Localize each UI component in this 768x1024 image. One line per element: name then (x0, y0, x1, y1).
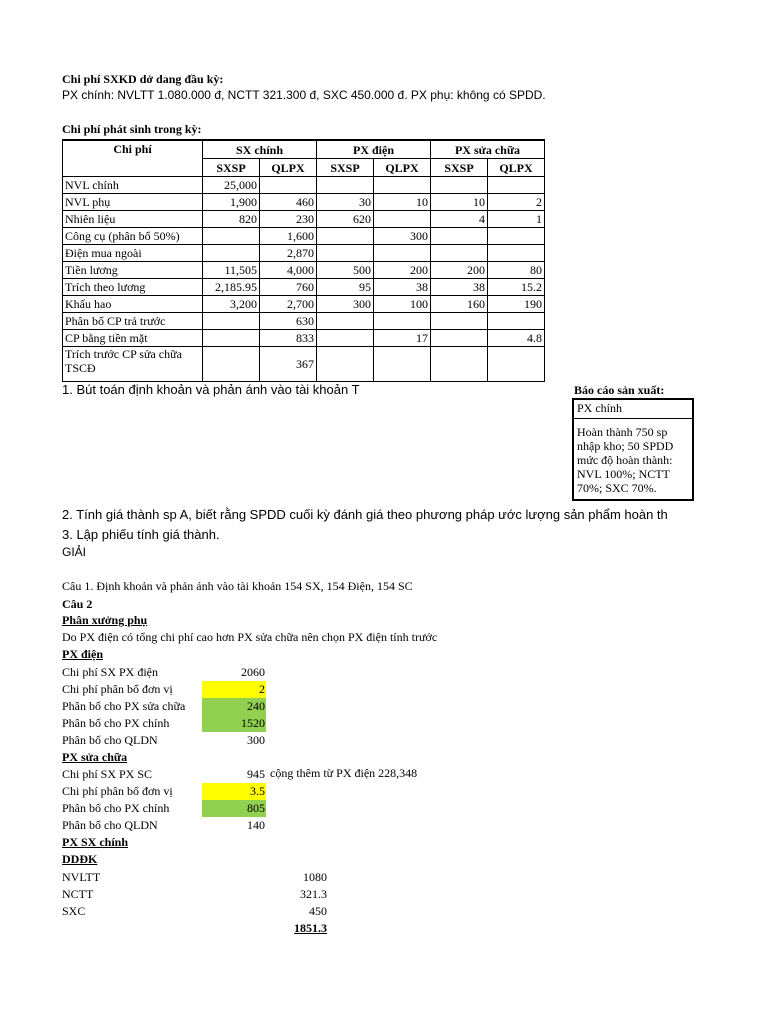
table-row (63, 347, 545, 382)
px-sx-title: PX SX chính (62, 835, 129, 849)
table-cell (488, 245, 545, 262)
table-cell: 300 (374, 228, 431, 245)
px-sc-note: cộng thêm từ PX điện 228,348 (270, 766, 418, 780)
incurred-title: Chi phí phát sinh trong kỳ: (62, 122, 202, 136)
cau2-heading: Câu 2 (62, 597, 93, 611)
row-label: Nhiên liệu (63, 211, 203, 228)
table-cell: 200 (431, 262, 488, 279)
table-row (63, 330, 545, 347)
table-cell: 2,185.95 (203, 279, 260, 296)
dddk-title: DDĐK (62, 852, 98, 866)
report-header: PX chính (574, 400, 692, 419)
table-cell: 2 (488, 194, 545, 211)
table-cell (374, 313, 431, 330)
table-row (63, 262, 545, 279)
row-label: Điện mua ngoài (63, 245, 203, 262)
table-cell: 4,000 (260, 262, 317, 279)
table-cell: 500 (317, 262, 374, 279)
table-cell: 2,870 (260, 245, 317, 262)
table-cell (431, 228, 488, 245)
header-group-px-sua-chua: PX sửa chữa (431, 140, 545, 159)
table-cell (203, 313, 260, 330)
cost-table (62, 139, 545, 382)
report-box (572, 398, 694, 501)
table-cell: 760 (260, 279, 317, 296)
table-cell (431, 177, 488, 194)
table-row (63, 313, 545, 330)
table-cell: 630 (260, 313, 317, 330)
row-label: Trích theo lương (63, 279, 203, 296)
table-cell: 38 (431, 279, 488, 296)
table-cell: 367 (260, 347, 317, 382)
table-cell: 230 (260, 211, 317, 228)
item-label: Phân bổ cho PX chính (62, 716, 170, 730)
table-row (63, 177, 545, 194)
item-value: 945 (247, 767, 265, 781)
row-label: NVL phụ (63, 194, 203, 211)
table-cell: 200 (374, 262, 431, 279)
table-cell (203, 330, 260, 347)
item-value: 3.5 (202, 783, 266, 800)
item-label: Chi phí SX PX SC (62, 767, 153, 781)
table-cell: 160 (431, 296, 488, 313)
item-value: 450 (309, 904, 327, 918)
subheader: SXSP (203, 159, 260, 177)
table-cell (374, 177, 431, 194)
row-label: Khấu hao (63, 296, 203, 313)
row-label: Trích trước CP sửa chữa TSCĐ (63, 347, 203, 382)
row-label: Công cụ (phân bổ 50%) (63, 228, 203, 245)
row-label: Phân bổ CP trả trước (63, 313, 203, 330)
header-cost: Chi phí (63, 140, 203, 177)
table-row (63, 228, 545, 245)
table-cell (374, 211, 431, 228)
table-cell: 15.2 (488, 279, 545, 296)
item-label: NCTT (62, 887, 94, 901)
table-cell: 1,600 (260, 228, 317, 245)
table-cell: 620 (317, 211, 374, 228)
item-label: SXC (62, 904, 86, 918)
table-cell: 4.8 (488, 330, 545, 347)
table-cell (488, 228, 545, 245)
item-label: Phân bổ cho PX chính (62, 801, 170, 815)
table-cell (431, 347, 488, 382)
item-label: Chi phí phân bổ đơn vị (62, 784, 173, 798)
table-cell: 11,505 (203, 262, 260, 279)
table-cell: 10 (431, 194, 488, 211)
item-label: Chi phí SX PX điện (62, 665, 159, 679)
table-cell: 25,000 (203, 177, 260, 194)
question-2: 2. Tính giá thành sp A, biết rằng SPDD cuối kỳ đánh giá theo phương pháp ước lượng sản phẩm hoàn th (62, 507, 668, 522)
table-cell: 820 (203, 211, 260, 228)
table-cell: 95 (317, 279, 374, 296)
table-row (63, 245, 545, 262)
solve-heading: GIẢI (62, 545, 87, 559)
question-1: 1. Bút toán định khoản và phản ánh vào tài khoản T (62, 382, 360, 397)
header-group-px-dien: PX điện (317, 140, 431, 159)
table-cell (488, 313, 545, 330)
table-cell: 10 (374, 194, 431, 211)
table-cell: 460 (260, 194, 317, 211)
opening-text: PX chính: NVLTT 1.080.000 đ, NCTT 321.300 đ, SXC 450.000 đ. PX phụ: không có SPDD. (62, 88, 546, 102)
table-cell: 3,200 (203, 296, 260, 313)
table-header-row (63, 140, 545, 159)
report-body: Hoàn thành 750 sp nhập kho; 50 SPDD mức độ hoàn thành: NVL 100%; NCTT 70%; SXC 70%. (577, 425, 674, 495)
row-label: NVL chính (63, 177, 203, 194)
item-value: 2060 (241, 665, 265, 679)
item-value: 1520 (202, 715, 266, 732)
cau1-text: Câu 1. Định khoản và phản ánh vào tài khoản 154 SX, 154 Điện, 154 SC (62, 579, 413, 593)
opening-title: Chi phí SXKD dở dang đầu kỳ: (62, 72, 224, 86)
row-label: CP bằng tiền mặt (63, 330, 203, 347)
item-value: 2 (202, 681, 266, 698)
table-cell: 100 (374, 296, 431, 313)
table-row (63, 296, 545, 313)
table-cell: 80 (488, 262, 545, 279)
item-value: 805 (202, 800, 266, 817)
table-cell: 1,900 (203, 194, 260, 211)
item-value: 300 (247, 733, 265, 747)
table-cell (203, 228, 260, 245)
table-cell (317, 245, 374, 262)
table-cell (260, 177, 317, 194)
item-label: Phân bổ cho QLDN (62, 818, 158, 832)
table-cell: 17 (374, 330, 431, 347)
table-cell (317, 330, 374, 347)
subheader: QLPX (488, 159, 545, 177)
table-cell (317, 228, 374, 245)
px-phu-title: Phân xưởng phụ (62, 613, 148, 627)
table-cell: 833 (260, 330, 317, 347)
table-cell: 1 (488, 211, 545, 228)
table-cell (317, 313, 374, 330)
subheader: SXSP (431, 159, 488, 177)
table-cell (374, 347, 431, 382)
table-cell (431, 313, 488, 330)
table-cell: 190 (488, 296, 545, 313)
table-cell: 30 (317, 194, 374, 211)
table-cell (374, 245, 431, 262)
table-cell (431, 245, 488, 262)
table-cell (431, 330, 488, 347)
table-cell: 2,700 (260, 296, 317, 313)
row-label: Tiền lương (63, 262, 203, 279)
subheader: QLPX (374, 159, 431, 177)
question-3: 3. Lập phiếu tính giá thành. (62, 527, 220, 542)
px-phu-note: Do PX điện có tổng chi phí cao hơn PX sửa chữa nên chọn PX điện tính trước (62, 630, 438, 644)
table-row (63, 194, 545, 211)
item-label: Phân bổ cho QLDN (62, 733, 158, 747)
table-cell (317, 177, 374, 194)
px-dien-title: PX điện (62, 647, 104, 661)
table-cell (203, 245, 260, 262)
table-cell: 4 (431, 211, 488, 228)
item-value: 321.3 (300, 887, 327, 901)
table-cell (317, 347, 374, 382)
item-label: Chi phí phân bổ đơn vị (62, 682, 173, 696)
item-label: Phân bổ cho PX sửa chữa (62, 699, 186, 713)
item-value: 240 (202, 698, 266, 715)
table-row (63, 279, 545, 296)
item-value: 140 (247, 818, 265, 832)
subheader: SXSP (317, 159, 374, 177)
item-value: 1080 (303, 870, 327, 884)
table-row (63, 211, 545, 228)
table-cell (488, 347, 545, 382)
table-cell (488, 177, 545, 194)
px-sc-title: PX sửa chữa (62, 750, 128, 764)
item-label: NVLTT (62, 870, 101, 884)
table-cell (203, 347, 260, 382)
table-cell: 300 (317, 296, 374, 313)
dddk-total: 1851.3 (294, 921, 327, 935)
report-title: Báo cáo sản xuất: (574, 383, 665, 397)
subheader: QLPX (260, 159, 317, 177)
header-group-sx-chinh: SX chính (203, 140, 317, 159)
table-cell: 38 (374, 279, 431, 296)
